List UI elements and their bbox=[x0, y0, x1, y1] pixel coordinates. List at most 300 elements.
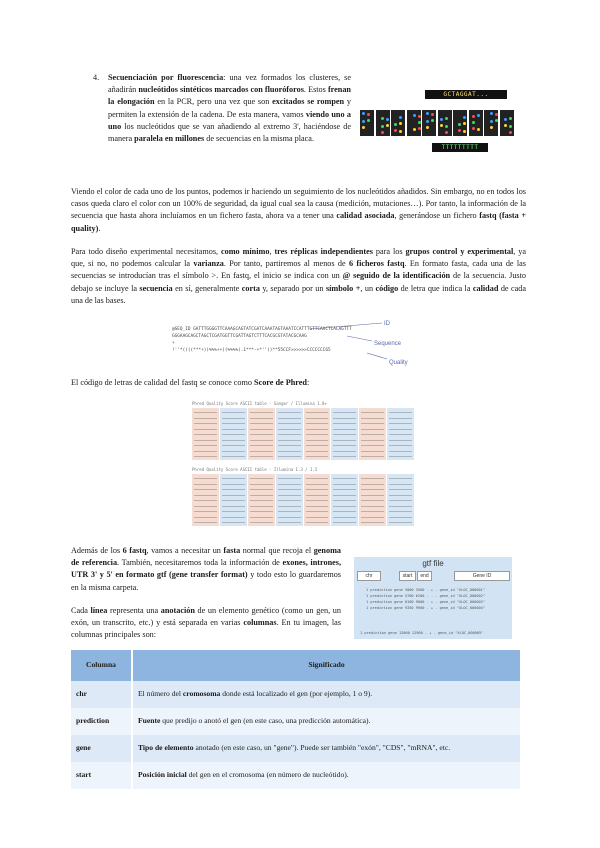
phred-table-row-line bbox=[333, 412, 356, 413]
fastq-example-figure bbox=[172, 320, 427, 370]
phred-table-row-line bbox=[250, 500, 273, 501]
fluorescent-dot bbox=[463, 116, 466, 119]
phred-table-row-line bbox=[194, 495, 217, 496]
fastq-sequence-tag: Sequence bbox=[374, 341, 402, 347]
phred-table-row-line bbox=[250, 434, 273, 435]
fluorescent-dot bbox=[362, 120, 365, 123]
phred-table-row-line bbox=[194, 500, 217, 501]
phred-table-row-line bbox=[222, 423, 245, 424]
phred-table-row-line bbox=[333, 500, 356, 501]
phred-table-row-line bbox=[389, 456, 412, 457]
phred-table-row-line bbox=[222, 429, 245, 430]
phred-table-row-line bbox=[306, 495, 329, 496]
phred-table-column bbox=[387, 408, 415, 460]
phred-table-row-line bbox=[306, 429, 329, 430]
fluorescent-dot bbox=[458, 129, 461, 132]
phred-table-row-line bbox=[361, 429, 384, 430]
table-header-row bbox=[71, 650, 520, 681]
phred-table-row-line bbox=[250, 495, 273, 496]
phred-table-row-line bbox=[222, 511, 245, 512]
phred-table-row-line bbox=[194, 423, 217, 424]
fluorescent-dot bbox=[509, 131, 512, 134]
phred-table-row-line bbox=[222, 478, 245, 479]
fluorescence-cycle-image bbox=[484, 110, 499, 136]
fluorescent-dot bbox=[431, 113, 434, 116]
phred-table-row-line bbox=[222, 434, 245, 435]
text-run: : una vez formados los clusteres, se añadirán bbox=[108, 73, 351, 95]
fluorescent-dot bbox=[440, 124, 443, 127]
fluorescent-dot bbox=[495, 119, 498, 122]
phred-table-row-line bbox=[278, 506, 301, 507]
table-row bbox=[71, 735, 520, 762]
phred-table-row-line bbox=[361, 418, 384, 419]
fluorescence-cycle-image bbox=[469, 110, 484, 136]
phred-table-row-line bbox=[250, 451, 273, 452]
phred-table-row-line bbox=[389, 445, 412, 446]
phred-table-row-line bbox=[306, 440, 329, 441]
bold-run: línea bbox=[90, 606, 108, 615]
bold-run: anotación bbox=[160, 606, 195, 615]
column-meaning bbox=[132, 708, 520, 735]
phred-table-row-line bbox=[361, 500, 384, 501]
phred-table-column bbox=[331, 408, 359, 460]
bold-run: Tipo de elemento bbox=[138, 743, 194, 753]
fluorescent-dot bbox=[472, 127, 475, 130]
phred-table-row-line bbox=[250, 489, 273, 490]
phred-table-row-line bbox=[250, 522, 273, 523]
phred-table-row-line bbox=[278, 440, 301, 441]
fluorescent-dot bbox=[394, 123, 397, 126]
phred-table-column bbox=[276, 408, 304, 460]
text-run: anotado (en este caso, un "gene"). Puede ser también "exón", "CDS", "mRNA", etc. bbox=[193, 743, 451, 753]
phred-table-row-line bbox=[194, 412, 217, 413]
column-name: gene bbox=[71, 735, 132, 762]
header-meaning: Significado bbox=[132, 650, 520, 681]
phred-table-column bbox=[304, 474, 332, 526]
phred-table-row-line bbox=[361, 478, 384, 479]
fluorescent-dot bbox=[495, 113, 498, 116]
phred-table-row-line bbox=[361, 495, 384, 496]
section-title: Secuenciación por fluorescencia bbox=[108, 73, 224, 82]
fluorescence-cycle-image bbox=[422, 110, 437, 136]
phred-table-row-line bbox=[250, 511, 273, 512]
phred-table-column bbox=[248, 408, 276, 460]
bold-run: frenan la elongación bbox=[108, 85, 351, 107]
phred-table-row-line bbox=[333, 506, 356, 507]
text-run: y, separado por un bbox=[259, 283, 326, 293]
phred-table-row-line bbox=[278, 456, 301, 457]
fastq-quality-tag: Quality bbox=[389, 360, 408, 366]
phred-table-row-line bbox=[389, 478, 412, 479]
text-run: para los bbox=[372, 247, 406, 256]
phred-table-row-line bbox=[250, 478, 273, 479]
phred-table-row-line bbox=[222, 418, 245, 419]
phred-table-row-line bbox=[306, 434, 329, 435]
sequence-read-label: GCTAGGAT... bbox=[425, 90, 507, 99]
fluorescent-dot bbox=[418, 127, 421, 130]
phred-table-column bbox=[192, 408, 220, 460]
phred-table-row-line bbox=[361, 451, 384, 452]
bold-run: Fuente bbox=[138, 716, 161, 726]
paragraph-gtf-lines bbox=[71, 605, 341, 642]
gtf-header-end: end bbox=[417, 571, 432, 581]
fluorescent-dot bbox=[445, 131, 448, 134]
gtf-line: 1 prediction gene 9350 9900 . + . gene_id "XLOC_000004" bbox=[366, 606, 485, 610]
fluorescent-dot bbox=[509, 117, 512, 120]
fluorescent-dot bbox=[504, 118, 507, 121]
fluorescent-dot bbox=[431, 119, 434, 122]
text-run: los nucleótidos que se van añadiendo al extremo 3', haciéndose de manera bbox=[108, 121, 351, 144]
fluorescent-dot bbox=[472, 115, 475, 118]
phred-table-row-line bbox=[222, 445, 245, 446]
phred-table-row-line bbox=[306, 445, 329, 446]
text-run: representa una bbox=[107, 606, 161, 615]
phred-table-caption: Phred Quality Score ASCII table - Illumina 1.3 / 1.5 bbox=[192, 467, 318, 472]
bold-run: viendo uno a uno bbox=[108, 109, 351, 131]
fluorescent-dot bbox=[367, 113, 370, 116]
phred-table-row-line bbox=[278, 484, 301, 485]
bold-run: grupos control y experimental bbox=[405, 247, 514, 256]
phred-table-row-line bbox=[389, 489, 412, 490]
fastq-sequence-line: GGGAAGCAGCTAGCTCGATGGTTCGATTAGTCTTTCACGCGTATACGCAAG bbox=[172, 334, 307, 339]
bold-run: fastq (fasta + quality) bbox=[71, 211, 526, 233]
phred-table-row-line bbox=[194, 522, 217, 523]
phred-table-row-line bbox=[194, 451, 217, 452]
phred-table-row-line bbox=[306, 412, 329, 413]
phred-table-row-line bbox=[333, 418, 356, 419]
phred-table-row-line bbox=[278, 434, 301, 435]
fluorescent-dot bbox=[413, 114, 416, 117]
fastq-id-tag: ID bbox=[384, 321, 390, 327]
phred-table-row-line bbox=[278, 495, 301, 496]
fluorescent-dot bbox=[399, 122, 402, 125]
phred-table-row-line bbox=[278, 500, 301, 501]
fastq-plus-line: + bbox=[172, 341, 175, 346]
phred-table-row-line bbox=[222, 506, 245, 507]
phred-table-row-line bbox=[194, 456, 217, 457]
fluorescence-cycle-image bbox=[453, 110, 468, 136]
paragraph-reference-genome bbox=[71, 545, 341, 594]
gtf-figure-title: gtf file bbox=[422, 559, 444, 568]
phred-table-row-line bbox=[306, 484, 329, 485]
phred-table-row-line bbox=[389, 418, 412, 419]
phred-table-column bbox=[331, 474, 359, 526]
phred-table-row-line bbox=[278, 445, 301, 446]
bold-run: calidad asociada bbox=[336, 211, 395, 221]
bold-run: como mínimo bbox=[221, 247, 270, 256]
bold-run: cromosoma bbox=[182, 689, 221, 699]
text-run: . En tu imagen, las columnas principales son: bbox=[71, 618, 341, 640]
sequence-read-bottom-label: TTTTTTTTT bbox=[432, 143, 488, 152]
fluorescent-dot bbox=[477, 114, 480, 117]
phred-table-row-line bbox=[278, 451, 301, 452]
text-run: : bbox=[306, 378, 310, 387]
phred-table-column bbox=[304, 408, 332, 460]
phred-table-row-line bbox=[333, 484, 356, 485]
bold-run: nucleótidos sintéticos marcados con fluoróforos bbox=[138, 85, 304, 95]
phred-table-row-line bbox=[222, 517, 245, 518]
text-run: . En formato fasta, cada una de las secuencias se introducían tras el símbolo >. En fastq, el inicio se indica con un bbox=[71, 259, 526, 281]
bold-run: exones, intrones, UTR 3' y 5' en formato gtf (gene transfer format) bbox=[71, 558, 341, 580]
phred-table-row-line bbox=[306, 423, 329, 424]
fluorescent-dot bbox=[426, 112, 429, 115]
phred-table-row-line bbox=[194, 517, 217, 518]
phred-table-row-line bbox=[222, 412, 245, 413]
fastq-quality-line: !''*((((***+))%%%++)(%%%%).1***-+*''))**55CCF>>>>>>CCCCCCC65 bbox=[172, 348, 331, 353]
phred-table-row-line bbox=[222, 522, 245, 523]
fluorescent-dot bbox=[458, 123, 461, 126]
fluorescent-dot bbox=[386, 118, 389, 121]
fluorescent-dot bbox=[463, 130, 466, 133]
fluorescent-dot bbox=[504, 124, 507, 127]
phred-table-row-line bbox=[361, 522, 384, 523]
phred-table-row-line bbox=[306, 451, 329, 452]
phred-table-row-line bbox=[389, 495, 412, 496]
text-run: Para todo diseño experimental necesitamos, bbox=[71, 247, 221, 256]
text-run: normal que recoja el bbox=[240, 546, 314, 555]
fluorescence-cycle-image bbox=[391, 110, 406, 136]
text-run: , un bbox=[360, 283, 376, 293]
phred-table-row-line bbox=[194, 440, 217, 441]
phred-table-row-line bbox=[194, 434, 217, 435]
gtf-header-gene-id: Gene ID bbox=[454, 571, 510, 581]
fluorescent-dot bbox=[381, 125, 384, 128]
phred-table-row-line bbox=[278, 412, 301, 413]
phred-table-row-line bbox=[278, 423, 301, 424]
phred-table-row-line bbox=[222, 484, 245, 485]
fluorescent-dot bbox=[490, 126, 493, 129]
fluorescence-cycle-image bbox=[500, 110, 515, 136]
phred-table-row-line bbox=[333, 434, 356, 435]
fluorescent-dot bbox=[367, 119, 370, 122]
bold-run: columnas bbox=[243, 618, 277, 628]
column-meaning bbox=[132, 762, 520, 789]
fluorescent-dot bbox=[381, 117, 384, 120]
phred-table-row-line bbox=[222, 489, 245, 490]
table-row bbox=[71, 762, 520, 789]
bold-run: secuencia bbox=[139, 283, 173, 293]
phred-table-row-line bbox=[361, 440, 384, 441]
text-run: y todo esto lo guardaremos en la misma carpeta. bbox=[71, 570, 341, 592]
bold-run: varianza bbox=[193, 259, 224, 269]
phred-table-row-line bbox=[333, 456, 356, 457]
list-number: 4. bbox=[93, 73, 100, 82]
phred-table-row-line bbox=[389, 506, 412, 507]
phred-table-row-line bbox=[250, 423, 273, 424]
table-row bbox=[71, 681, 520, 708]
phred-table-row-line bbox=[361, 506, 384, 507]
text-run: del gen en el cromosoma (en número de nucleótido). bbox=[186, 770, 349, 780]
phred-table-row-line bbox=[389, 522, 412, 523]
phred-table-row-line bbox=[194, 506, 217, 507]
phred-table-row-line bbox=[333, 511, 356, 512]
text-run: El número del bbox=[138, 689, 183, 699]
phred-table-row-line bbox=[361, 456, 384, 457]
bold-run: genoma de referencia bbox=[71, 546, 341, 568]
phred-table-row-line bbox=[333, 440, 356, 441]
column-name: chr bbox=[71, 681, 132, 708]
text-run: , vamos a necesitar un bbox=[146, 546, 224, 555]
text-run: . bbox=[98, 223, 101, 233]
fluorescence-cycle-image bbox=[407, 110, 422, 136]
phred-table-row-line bbox=[306, 478, 329, 479]
text-run: , generándose un fichero bbox=[394, 211, 480, 221]
text-run: Cada bbox=[71, 606, 91, 615]
phred-table-row-line bbox=[333, 495, 356, 496]
fluorescent-dot bbox=[426, 126, 429, 129]
fluorescence-cycle-image bbox=[438, 110, 453, 136]
fluorescent-dot bbox=[440, 118, 443, 121]
phred-table-sanger bbox=[192, 400, 415, 460]
phred-table-row-line bbox=[361, 412, 384, 413]
fluorescent-dot bbox=[472, 121, 475, 124]
phred-table-row-line bbox=[389, 451, 412, 452]
column-name: start bbox=[71, 762, 132, 789]
phred-table-row-line bbox=[361, 434, 384, 435]
fluorescent-dot bbox=[362, 112, 365, 115]
fluorescence-cycle-image bbox=[376, 110, 391, 136]
bold-run: corta bbox=[241, 283, 260, 293]
phred-table-row-line bbox=[333, 489, 356, 490]
phred-table-row-line bbox=[361, 484, 384, 485]
fluorescent-dot bbox=[445, 125, 448, 128]
fluorescent-dot bbox=[445, 117, 448, 120]
text-run: Viendo el color de cada uno de los puntos, podemos ir haciendo un seguimiento de los nucleótidos añadidos. Sin embargo, no en todos los casos queda claro el color con un 100% de seguridad, da igual cual sea la causa (medición, mutaciones…). Por tanto, la información de la secuencia que hasta ahora incluíamos en un fichero fasta, ahora va a tener una bbox=[71, 187, 526, 221]
phred-table-row-line bbox=[306, 418, 329, 419]
phred-table-row-line bbox=[333, 423, 356, 424]
gtf-line: 1 prediction gene 3000 3500 . + . gene_id "XLOC_000001" bbox=[366, 588, 485, 592]
column-meaning bbox=[132, 735, 520, 762]
phred-table-row-line bbox=[194, 445, 217, 446]
phred-table-row-line bbox=[333, 445, 356, 446]
fluorescent-dot bbox=[418, 115, 421, 118]
text-run: y permiten la extensión de la cadena. De esta manera, vamos bbox=[108, 97, 352, 119]
header-column: Columna bbox=[71, 650, 132, 681]
phred-table-row-line bbox=[361, 423, 384, 424]
phred-table-row-line bbox=[361, 489, 384, 490]
phred-table-row-line bbox=[222, 456, 245, 457]
phred-table-caption: Phred Quality Score ASCII table - Sanger / Illumina 1.8+ bbox=[192, 401, 327, 406]
bold-run: fasta bbox=[223, 546, 241, 555]
phred-table-row-line bbox=[194, 489, 217, 490]
bold-run: código bbox=[375, 283, 399, 293]
phred-table-row-line bbox=[361, 517, 384, 518]
phred-table-column bbox=[359, 408, 387, 460]
fluorescence-cycle-strip bbox=[360, 110, 515, 136]
fluorescent-dot bbox=[477, 128, 480, 131]
bold-run: excitados se rompen bbox=[272, 97, 345, 107]
gtf-line: 1 prediction gene 5700 6200 . - . gene_id "XLOC_000002" bbox=[366, 594, 485, 598]
sequencing-figure bbox=[360, 88, 515, 160]
phred-table-row-line bbox=[222, 451, 245, 452]
phred-table-row-line bbox=[222, 440, 245, 441]
text-run: de cada una de las bases. bbox=[71, 283, 526, 305]
phred-table-row-line bbox=[389, 440, 412, 441]
phred-table-column bbox=[220, 408, 248, 460]
phred-table-row-line bbox=[333, 478, 356, 479]
phred-table-row-line bbox=[278, 522, 301, 523]
paragraph-quality bbox=[71, 186, 526, 235]
bold-run: Score de Phred bbox=[254, 378, 307, 387]
phred-table-row-line bbox=[333, 429, 356, 430]
phred-table-row-line bbox=[389, 500, 412, 501]
phred-table-row-line bbox=[333, 517, 356, 518]
text-run: de un elemento genético (como un gen, un exón, un transcrito, etc.) y está separada en varias bbox=[71, 606, 341, 628]
fluorescent-dot bbox=[399, 116, 402, 119]
phred-table-row-line bbox=[361, 445, 384, 446]
bold-run: calidad bbox=[472, 283, 499, 293]
phred-table-row-line bbox=[389, 517, 412, 518]
phred-table-row-line bbox=[389, 434, 412, 435]
phred-table-row-line bbox=[278, 511, 301, 512]
text-run: . Estos bbox=[303, 85, 328, 95]
phred-table-row-line bbox=[389, 511, 412, 512]
fluorescent-dot bbox=[362, 126, 365, 129]
column-meaning bbox=[132, 681, 520, 708]
bold-run: tres réplicas independientes bbox=[274, 247, 373, 256]
fastq-id-line: @SEQ_ID GATTTGGGGTTCAAAGCAGTATCGATCAAATAGTAAATCCATTTGTTCAACTCACAGTTT bbox=[172, 327, 352, 332]
phred-table-row-line bbox=[306, 489, 329, 490]
phred-table-column bbox=[192, 474, 220, 526]
phred-table-row-line bbox=[306, 511, 329, 512]
fluorescent-dot bbox=[463, 122, 466, 125]
text-run: , bbox=[269, 247, 275, 256]
phred-table-row-line bbox=[389, 423, 412, 424]
phred-table-row-line bbox=[389, 429, 412, 430]
fluorescent-dot bbox=[418, 121, 421, 124]
gtf-line: 1 prediction gene 8100 9000 . + . gene_id "XLOC_000003" bbox=[366, 600, 485, 604]
phred-table-row-line bbox=[278, 478, 301, 479]
phred-table-row-line bbox=[278, 489, 301, 490]
text-run: en sí, generalmente bbox=[172, 283, 242, 293]
phred-table-row-line bbox=[194, 484, 217, 485]
bold-run: símbolo + bbox=[325, 283, 361, 293]
text-run: de letra que indica la bbox=[398, 283, 473, 293]
fluorescent-dot bbox=[386, 124, 389, 127]
phred-table-grid bbox=[192, 474, 415, 526]
phred-table-row-line bbox=[250, 506, 273, 507]
section-4-paragraph bbox=[93, 72, 351, 145]
phred-table-row-line bbox=[306, 456, 329, 457]
phred-table-row-line bbox=[194, 418, 217, 419]
fluorescent-dot bbox=[381, 131, 384, 134]
phred-table-row-line bbox=[250, 517, 273, 518]
column-name: prediction bbox=[71, 708, 132, 735]
phred-table-row-line bbox=[194, 478, 217, 479]
phred-table-row-line bbox=[306, 500, 329, 501]
gtf-header-start: start bbox=[399, 571, 416, 581]
text-run: que predijo o anotó el gen (en este caso, una predicción automática). bbox=[160, 716, 371, 726]
text-run: en la PCR, pero una vez que son bbox=[154, 97, 273, 107]
bold-run: 6 ficheros fastq bbox=[348, 259, 405, 269]
phred-table-row-line bbox=[389, 412, 412, 413]
text-run: . También, necesitaremos toda la información de bbox=[117, 558, 283, 568]
text-run: El código de letras de calidad del fastq se conoce como bbox=[71, 378, 255, 387]
fluorescent-dot bbox=[490, 112, 493, 115]
phred-table-column bbox=[359, 474, 387, 526]
phred-table-row-line bbox=[194, 511, 217, 512]
bold-run: paralela en millones bbox=[134, 134, 205, 144]
phred-table-row-line bbox=[250, 418, 273, 419]
phred-table-row-line bbox=[333, 451, 356, 452]
phred-table-column bbox=[276, 474, 304, 526]
paragraph-experimental-design bbox=[71, 246, 526, 307]
phred-table-column bbox=[220, 474, 248, 526]
fluorescent-dot bbox=[394, 129, 397, 132]
bold-run: Posición inicial bbox=[138, 770, 187, 780]
bold-run: 6 fastq bbox=[122, 546, 147, 555]
phred-table-column bbox=[387, 474, 415, 526]
